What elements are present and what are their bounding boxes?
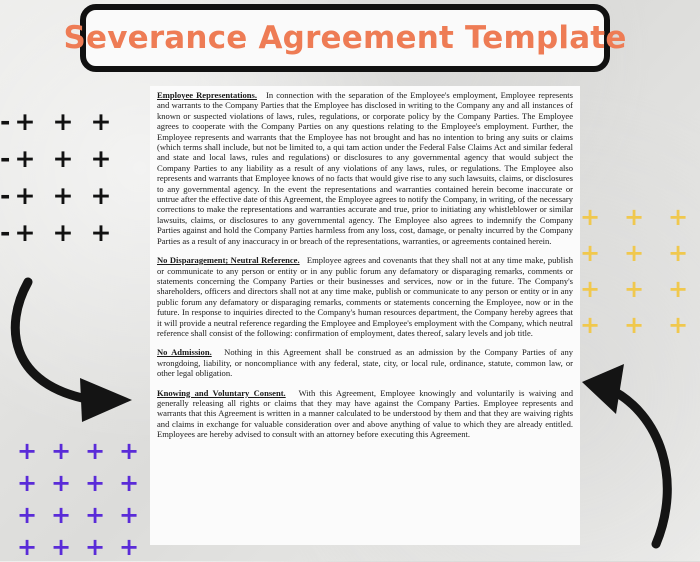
section-heading: No Disparagement; Neutral Reference. [157,255,300,266]
section-knowing-consent [157,388,573,440]
plus-icon: + [16,437,38,465]
dash-icon: - [0,218,11,247]
plus-icon: + [579,239,601,267]
plus-icon: + [50,469,72,497]
dash-icon: - [0,181,11,210]
dash-icon: - [0,107,11,136]
plus-icon: + [14,107,36,136]
plus-icon: + [50,501,72,529]
section-no-admission [157,347,573,378]
section-body: Employee agrees and covenants that they shall not at any time make, publish or communicate to any person or entity or in any public forum any defamatory or disparaging remarks, comments or statements concerning the Company Parties or their businesses and services, now or in the future. The Company's shareholders, officers and directors shall not at any time make, publish or communicate to any person or entity or in any public forum any defamatory or disparaging remarks, comments or statements concerning the Employee, now or in the future. In response to inquiries directed to the Company's human resources department, the Company hereby agrees that it will provide a neutral reference regarding the Employee and Employee's employment with the Company, which neutral reference shall consist of the following: confirmation of employment, dates thereof, salary levels and job title. [157,255,573,338]
plus-icon: + [50,533,72,561]
black-plus-pattern [0,107,120,248]
section-body: With this Agreement, Employee knowingly and voluntarily is waiving and generally releasing all rights or claims that they may have against the Company Parties. Employee represents and warrants that this Agreement is written in a manner calculated to be understood by them and that they are waiving rights and claims in exchange for valuable consideration over and above anything of value to which they are already entitled. Employees are hereby advised to consult with an attorney before executing this Agreement. [157,387,573,440]
plus-icon: + [667,239,689,267]
plus-icon: + [623,239,645,267]
agreement-document [150,86,580,545]
plus-icon: + [667,275,689,303]
plus-icon: + [90,218,112,247]
plus-icon: + [14,218,36,247]
section-body: In connection with the separation of the Employee's employment, Employee represents and warrants to the Company Parties that the Employee has disclosed in writing to the Company any and all instances of known or suspected violations of laws, rules, regulations, or corporate policy by the Company Parties. The Employee agrees to cooperate with the Company Parties on any questions relating to the Employee's employment. Further, the Employee represents and warrants that the Employee has not brought and has no intention to bring any suits or claims (which terms shall include, but not be limited to, a qui tam action under the Federal False Claims Act and similar federal and state and local laws, rules and regulations) or disclosures to any governmental agency that would subject the Company Parties to any liability as a result of any violations of any laws, rules, or regulations. The Employee also represents and warrants that Employee knows of no facts that would give rise to any such lawsuits, claims, or disclosures to any governmental agency. In the event the representations and warranties contained herein become inaccurate or untrue after the effective date of this Agreement, the Employee agrees to notify the Company, in writing, of the necessary corrections to make the representations and warranties accurate and true, prior to initiating any whistleblower or similar lawsuits, claims, or disclosures to any governmental agency. The Employee also agrees to indemnify the Company Parties against and hold the Company Parties harmless from any loss, cost, damage, or penalty incurred by the Company Parties as a result of any inaccuracy in or breach of the representations, warranties, or agreements contained herein. [157,90,573,246]
plus-icon: + [52,181,74,210]
plus-icon: + [50,437,72,465]
section-body: Nothing in this Agreement shall be construed as an admission by the Company Parties of any wrongdoing, liability, or noncompliance with any federal, state, city, or local rule, ordinance, statute, common law, or other legal obligation. [157,347,573,379]
plus-icon: + [579,203,601,231]
plus-icon: + [623,311,645,339]
yellow-plus-pattern [568,203,700,339]
plus-icon: + [90,181,112,210]
plus-icon: + [579,311,601,339]
dash-icon: - [0,144,11,173]
plus-icon: + [84,437,106,465]
page-title: Severance Agreement Template [63,20,627,56]
plus-icon: + [52,107,74,136]
plus-icon: + [16,501,38,529]
plus-icon: + [52,144,74,173]
plus-icon: + [90,144,112,173]
plus-icon: + [84,533,106,561]
plus-icon: + [623,203,645,231]
plus-icon: + [118,437,140,465]
plus-icon: + [118,533,140,561]
section-heading: Knowing and Voluntary Consent. [157,387,286,398]
plus-icon: + [118,469,140,497]
plus-icon: + [84,469,106,497]
plus-icon: + [118,501,140,529]
plus-icon: + [90,107,112,136]
plus-icon: + [623,275,645,303]
section-heading: No Admission. [157,347,212,358]
purple-plus-pattern [10,437,146,562]
section-employee-representations [157,90,573,246]
curved-arrow-right-icon [0,270,140,430]
title-banner [63,4,627,72]
curved-arrow-up-left-icon [578,352,700,552]
plus-icon: + [84,501,106,529]
section-heading: Employee Representations. [157,90,257,100]
plus-icon: + [667,203,689,231]
plus-icon: + [16,533,38,561]
plus-icon: + [16,469,38,497]
section-no-disparagement [157,255,573,338]
plus-icon: + [14,181,36,210]
plus-icon: + [579,275,601,303]
plus-icon: + [52,218,74,247]
plus-icon: + [667,311,689,339]
plus-icon: + [14,144,36,173]
